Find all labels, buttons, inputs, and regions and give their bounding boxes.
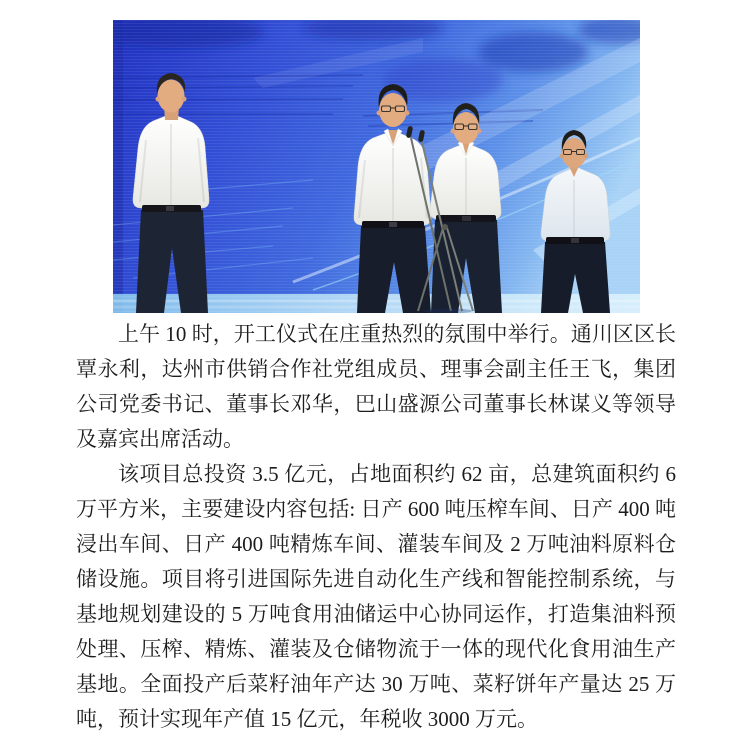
article-body <box>76 317 676 737</box>
paragraph-2: 该项目总投资 3.5 亿元，占地面积约 62 亩，总建筑面积约 6 万平方米，主要建设内容包括: 日产 600 吨压榨车间、日产 400 吨浸出车间、日产 400 吨精炼车间、灌装车间及 2 万吨油料原料仓储设施。项目将引进国际先进自动化生产线和智能控制系统，与基地规划建设的 5 万吨食用油储运中心协同运作，打造集油料预处理、压榨、精炼、灌装及仓储物流于一体的现代化食用油生产基地。全面投产后菜籽油年产达 30 万吨、菜籽饼年产量达 25 万吨，预计实现年产值 15 亿元，年税收 3000 万元。 <box>76 462 676 731</box>
paragraph-1: 上午 10 时，开工仪式在庄重热烈的氛围中举行。通川区区长覃永利，达州市供销合作社党组成员、理事会副主任王飞，集团公司党委书记、董事长邓华，巴山盛源公司董事长林谋义等领导及嘉宾出席活动。 <box>76 322 676 451</box>
event-photo-illustration <box>113 20 640 313</box>
event-photo <box>113 20 640 313</box>
